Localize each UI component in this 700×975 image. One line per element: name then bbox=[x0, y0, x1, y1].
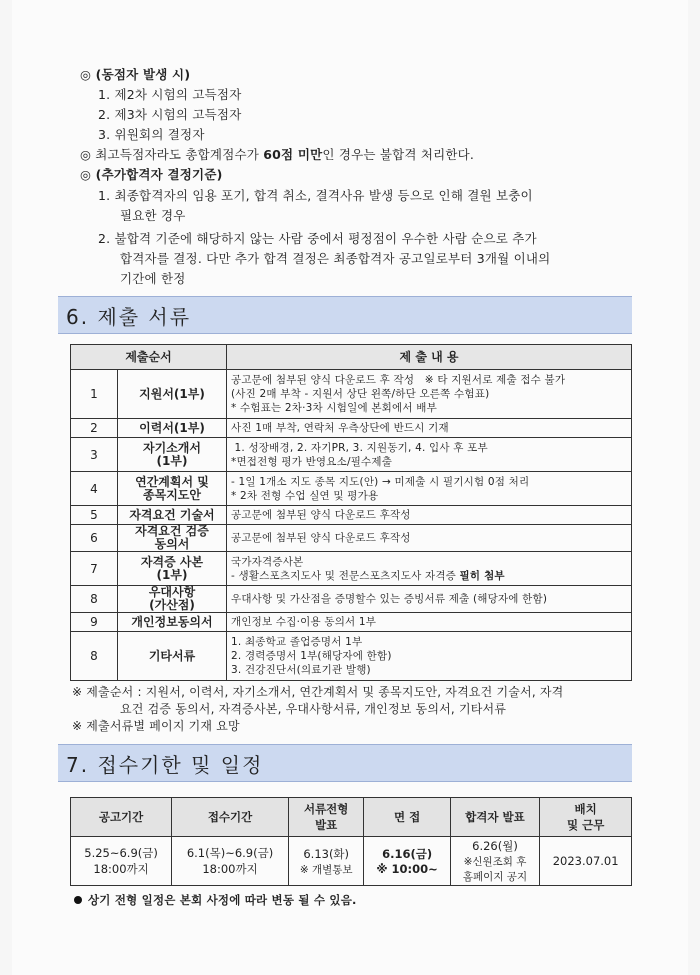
row-number: 8 bbox=[71, 632, 118, 681]
document-name: 이력서(1부) bbox=[118, 419, 227, 438]
additional-heading: ◎ (추가합격자 결정기준) bbox=[80, 167, 223, 182]
content-line: 우대사항 및 가산점을 증명할수 있는 증빙서류 제출 (해당자에 한함) bbox=[231, 593, 548, 605]
document-content bbox=[227, 472, 632, 506]
tie-item-2: 2. 제3차 시험의 고득점자 bbox=[98, 107, 242, 122]
content-line: 국가자격증사본 bbox=[231, 555, 304, 568]
content-line: * 수험표는 2차·3차 시험일에 본회에서 배부 bbox=[231, 402, 437, 414]
content-line: *면접전형 평가 반영요소/필수제출 bbox=[231, 455, 393, 468]
schedule-header: 접수기간 bbox=[172, 798, 289, 837]
submission-row bbox=[71, 586, 632, 613]
additional-item-1: 1. 최종합격자의 임용 포기, 합격 취소, 결격사유 발생 등으로 인해 결원 보충이 bbox=[98, 188, 533, 203]
additional-item-2-cont2: 기간에 한정 bbox=[120, 271, 186, 286]
row-number: 4 bbox=[71, 472, 118, 506]
schedule-cell-line: ※신원조회 후 bbox=[463, 856, 527, 868]
row-number: 8 bbox=[71, 586, 118, 613]
footer-note: 상기 전형 일정은 본회 사정에 따라 변동 될 수 있음. bbox=[88, 893, 357, 907]
row-number: 7 bbox=[71, 552, 118, 586]
schedule-header: 합격자 발표 bbox=[450, 798, 540, 837]
document-content bbox=[227, 552, 632, 586]
schedule-header: 공고기간 bbox=[71, 798, 172, 837]
document-content bbox=[227, 586, 632, 613]
row-number: 2 bbox=[71, 419, 118, 438]
schedule-table bbox=[70, 797, 632, 886]
document-name: 우대사항 (가산점) bbox=[118, 586, 227, 613]
row-number: 1 bbox=[71, 370, 118, 419]
submission-row bbox=[71, 472, 632, 506]
document-name: 자격증 사본 (1부) bbox=[118, 552, 227, 586]
submission-row bbox=[71, 370, 632, 419]
content-line: 1. 성장배경, 2. 자기PR, 3. 지원동기, 4. 입사 후 포부 bbox=[231, 441, 488, 454]
document-name: 지원서(1부) bbox=[118, 370, 227, 419]
note-page: ※ 제출서류별 페이지 기재 요망 bbox=[72, 719, 240, 733]
document-name: 개인정보동의서 bbox=[118, 613, 227, 632]
submission-row bbox=[71, 552, 632, 586]
content-line: (사진 2매 부착 - 지원서 상단 왼쪽/하단 오른쪽 수험표) bbox=[231, 388, 490, 400]
document-name: 자격요건 검증 동의서 bbox=[118, 525, 227, 552]
document-name: 자기소개서 (1부) bbox=[118, 438, 227, 472]
section-7-banner bbox=[58, 744, 632, 782]
tie-item-1: 1. 제2차 시험의 고득점자 bbox=[98, 87, 242, 102]
content-line: - 생활스포츠지도사 및 전문스포츠지도사 자격증 필히 첨부 bbox=[231, 569, 505, 582]
schedule-cell-line: 6.13(화) bbox=[303, 846, 350, 861]
submission-row bbox=[71, 506, 632, 525]
fail-rule: ◎ 최고득점자라도 총합계점수가 60점 미만인 경우는 불합격 처리한다. bbox=[80, 147, 475, 162]
document-content bbox=[227, 506, 632, 525]
schedule-header: 면 접 bbox=[364, 798, 450, 837]
note-order-2: 요건 검증 동의서, 자격증사본, 우대사항서류, 개인정보 동의서, 기타서류 bbox=[120, 702, 507, 716]
submission-row bbox=[71, 525, 632, 552]
schedule-cell bbox=[364, 837, 450, 886]
submission-row bbox=[71, 419, 632, 438]
submission-row bbox=[71, 613, 632, 632]
content-line: 2. 경력증명서 1부(해당자에 한함) bbox=[231, 650, 392, 662]
row-number: 5 bbox=[71, 506, 118, 525]
document-name: 기타서류 bbox=[118, 632, 227, 681]
additional-item-1-cont: 필요한 경우 bbox=[120, 208, 186, 223]
schedule-cell-line: ※ 개별통보 bbox=[299, 863, 353, 876]
document-content bbox=[227, 632, 632, 681]
schedule-cell-line: 6.26(월) bbox=[472, 839, 518, 853]
header-order: 제출순서 bbox=[71, 345, 227, 370]
header-content: 제 출 내 용 bbox=[227, 345, 632, 370]
additional-item-2-cont: 합격자를 결정. 다만 추가 합격 결정은 최종합격자 공고일로부터 3개월 이내의 bbox=[120, 251, 551, 266]
content-line: 공고문에 첨부된 양식 다운로드 후작성 bbox=[231, 532, 411, 544]
schedule-header: 서류전형 발표 bbox=[288, 798, 364, 837]
submission-row bbox=[71, 438, 632, 472]
schedule-cell bbox=[288, 837, 364, 886]
tie-item-3: 3. 위원회의 결정자 bbox=[98, 127, 205, 142]
schedule-cell-line: 홈페이지 공지 bbox=[462, 871, 528, 883]
content-line: 개인정보 수집·이용 동의서 1부 bbox=[231, 616, 377, 628]
schedule-cell-line: 6.1(목)~6.9(금) bbox=[186, 846, 274, 860]
section-6-banner bbox=[58, 296, 632, 334]
schedule-cell-line: 5.25~6.9(금) bbox=[84, 846, 158, 860]
schedule-cell bbox=[71, 837, 172, 886]
content-line: - 1일 1개소 지도 종목 지도(안) → 미제출 시 필기시험 0점 처리 bbox=[231, 475, 530, 488]
row-number: 3 bbox=[71, 438, 118, 472]
schedule-cell-line: 6.16(금) bbox=[382, 847, 433, 861]
schedule-cell bbox=[450, 837, 540, 886]
schedule-cell-line: 2023.07.01 bbox=[552, 854, 619, 868]
document-content bbox=[227, 370, 632, 419]
additional-item-2: 2. 불합격 기준에 해당하지 않는 사람 중에서 평정점이 우수한 사람 순으로 추가 bbox=[98, 231, 537, 246]
row-number: 6 bbox=[71, 525, 118, 552]
content-line: 사진 1매 부착, 연락처 우측상단에 반드시 기재 bbox=[231, 422, 449, 434]
note-order-1: ※ 제출순서 : 지원서, 이력서, 자기소개서, 연간계획서 및 종목지도안, 자격요건 기술서, 자격 bbox=[72, 685, 564, 699]
schedule-cell bbox=[540, 837, 632, 886]
content-line: 공고문에 첨부된 양식 다운로드 후 작성 ※ 타 지원서로 제출 접수 불가 bbox=[231, 374, 566, 386]
tie-heading: ◎ (동점자 발생 시) bbox=[80, 67, 191, 82]
document-content bbox=[227, 419, 632, 438]
submission-table bbox=[70, 344, 632, 681]
document-name: 연간계획서 및 종목지도안 bbox=[118, 472, 227, 506]
content-line: 공고문에 첨부된 양식 다운로드 후작성 bbox=[231, 509, 411, 521]
section-6-title: 6. 제출 서류 bbox=[66, 305, 192, 329]
document-content bbox=[227, 613, 632, 632]
document-content bbox=[227, 438, 632, 472]
section-7-title: 7. 접수기한 및 일정 bbox=[66, 753, 264, 777]
submission-row bbox=[71, 632, 632, 681]
schedule-cell-line: 18:00까지 bbox=[93, 862, 149, 876]
schedule-cell bbox=[172, 837, 289, 886]
content-line: * 2차 전형 수업 실연 및 평가용 bbox=[231, 489, 379, 502]
bullet-icon bbox=[74, 896, 82, 904]
row-number: 9 bbox=[71, 613, 118, 632]
schedule-cell-line: ※ 10:00~ bbox=[376, 862, 438, 876]
document-name: 자격요건 기술서 bbox=[118, 506, 227, 525]
content-line: 3. 건강진단서(의료기관 발행) bbox=[231, 664, 371, 676]
document-content bbox=[227, 525, 632, 552]
content-line: 1. 최종학교 졸업증명서 1부 bbox=[231, 636, 363, 648]
schedule-cell-line: 18:00까지 bbox=[202, 862, 258, 876]
schedule-header: 배치 및 근무 bbox=[540, 798, 632, 837]
